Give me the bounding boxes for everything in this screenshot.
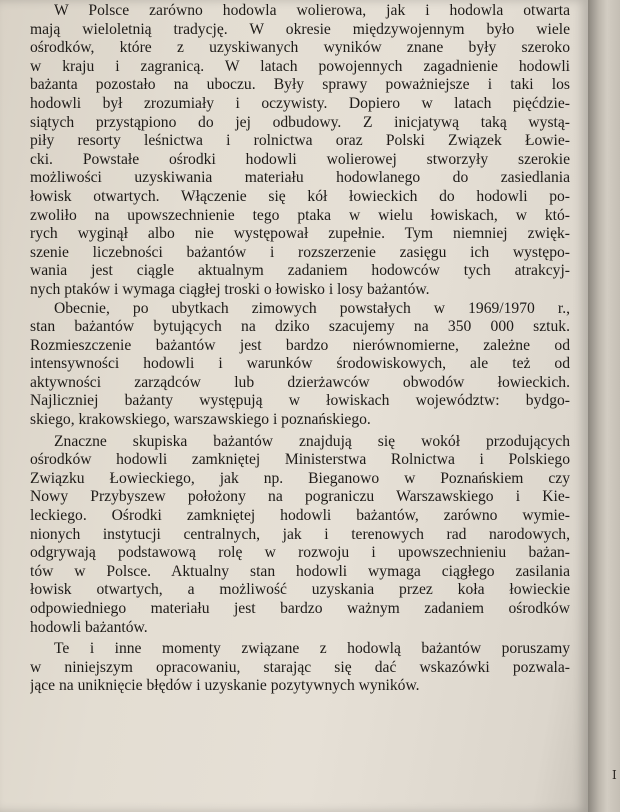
text-line: Rozmieszczenie bażantów jest bardzo nierównomierne, zależne od <box>30 336 570 354</box>
text-line: wania jest ciągle aktualnym zadaniem hodowców tych atrakcyj- <box>30 262 570 280</box>
text-line: zwoliło na upowszechnienie tego ptaka w wielu łowiskach, w któ- <box>30 206 570 224</box>
text-line: hodowli był zrozumiały i oczywisty. Dopiero w latach pięćdzie- <box>30 94 570 112</box>
paragraph-3 <box>30 433 570 638</box>
text-line: możliwości uzyskiwania materiału hodowlanego do zasiedlania <box>30 169 570 187</box>
text-line: Te i inne momenty związane z hodowlą bażantów poruszamy <box>54 640 570 658</box>
text-line: odpowiedniego materiału jest bardzo ważnym zadaniem ośrodków <box>30 600 570 617</box>
paragraph-4 <box>30 640 570 696</box>
text-line: w niniejszym opracowaniu, starając się dać wskazówki pozwala- <box>30 658 570 676</box>
text-line: aktywności zarządców lub dzierżawców obwodów łowieckich. <box>30 373 570 391</box>
text-line: W Polsce zarówno hodowla wolierowa, jak i hodowla otwarta <box>54 2 570 19</box>
text-line: cki. Powstałe ośrodki hodowli wolierowej stworzyły szerokie <box>30 150 570 168</box>
page-text <box>30 2 570 696</box>
text-line: skiego, krakowskiego, warszawskiego i poznańskiego. <box>30 411 371 429</box>
text-line: hodowli bażantów. <box>30 618 148 636</box>
paragraph-2 <box>30 300 570 430</box>
text-line: intensywności hodowli i warunków środowiskowych, ale też od <box>30 355 570 373</box>
text-line: łowisk otwartych. Włączenie się kół łowieckich do hodowli po- <box>30 187 570 205</box>
text-line: leckiego. Ośrodki zamkniętej hodowli bażantów, zarówno wymie- <box>30 507 570 525</box>
text-line: bażanta pozostało na uboczu. Były sprawy poważniejsze i taki los <box>30 76 570 94</box>
text-line: jące na uniknięcie błędów i uzyskanie pozytywnych wyników. <box>30 677 420 695</box>
next-page-edge <box>588 0 620 812</box>
text-line: tów w Polsce. Aktualny stan hodowli wymaga ciągłego zasilania <box>30 562 570 580</box>
text-line: stan bażantów bytujących na dziko szacujemy na 350 000 sztuk. <box>30 318 570 336</box>
edge-mark: I <box>612 768 617 782</box>
text-line: odgrywają podstawową rolę w rozwoju i upowszechnieniu bażan- <box>30 544 570 562</box>
text-line: nionych instytucji centralnych, jak i terenowych rad narodowych, <box>30 525 570 543</box>
text-line: Nowy Przybyszew położony na pograniczu Warszawskiego i Kie- <box>30 488 570 506</box>
text-line: mają wieloletnią tradycję. W okresie międzywojennym było wiele <box>30 20 570 38</box>
text-line: Najliczniej bażanty występują w łowiskach województw: bydgo- <box>30 392 570 410</box>
text-line: nych ptaków i wymaga ciągłej troski o łowisko i losy bażantów. <box>30 280 430 298</box>
paragraph-1 <box>30 2 570 300</box>
text-line: piły resorty leśnictwa i rolnictwa oraz Polski Związek Łowie- <box>30 132 570 150</box>
text-line: ośrodków hodowli zamkniętej Ministerstwa Rolnictwa i Polskiego <box>30 451 570 469</box>
text-line: Obecnie, po ubytkach zimowych powstałych w 1969/1970 r., <box>54 299 570 317</box>
text-line: łowisk otwartych, a możliwość uzyskania przez koła łowieckie <box>30 581 570 599</box>
text-line: Związku Łowieckiego, jak np. Bieganowo w Poznańskiem czy <box>30 469 570 487</box>
text-line: rych wyginął albo nie występował zupełnie. Tym niemniej zwięk- <box>30 225 570 243</box>
text-line: szenie liczebności bażantów i rozszerzenie zasięgu ich występo- <box>30 243 570 261</box>
text-line: ośrodków, które z uzyskiwanych wyników znane były szeroko <box>30 39 570 57</box>
text-line: Znaczne skupiska bażantów znajdują się wokół przodujących <box>54 432 570 450</box>
text-line: siątych przystąpiono do jej odbudowy. Z inicjatywą taką wystą- <box>30 113 570 131</box>
text-line: w kraju i zagranicą. W latach powojennych zagadnienie hodowli <box>30 57 570 75</box>
